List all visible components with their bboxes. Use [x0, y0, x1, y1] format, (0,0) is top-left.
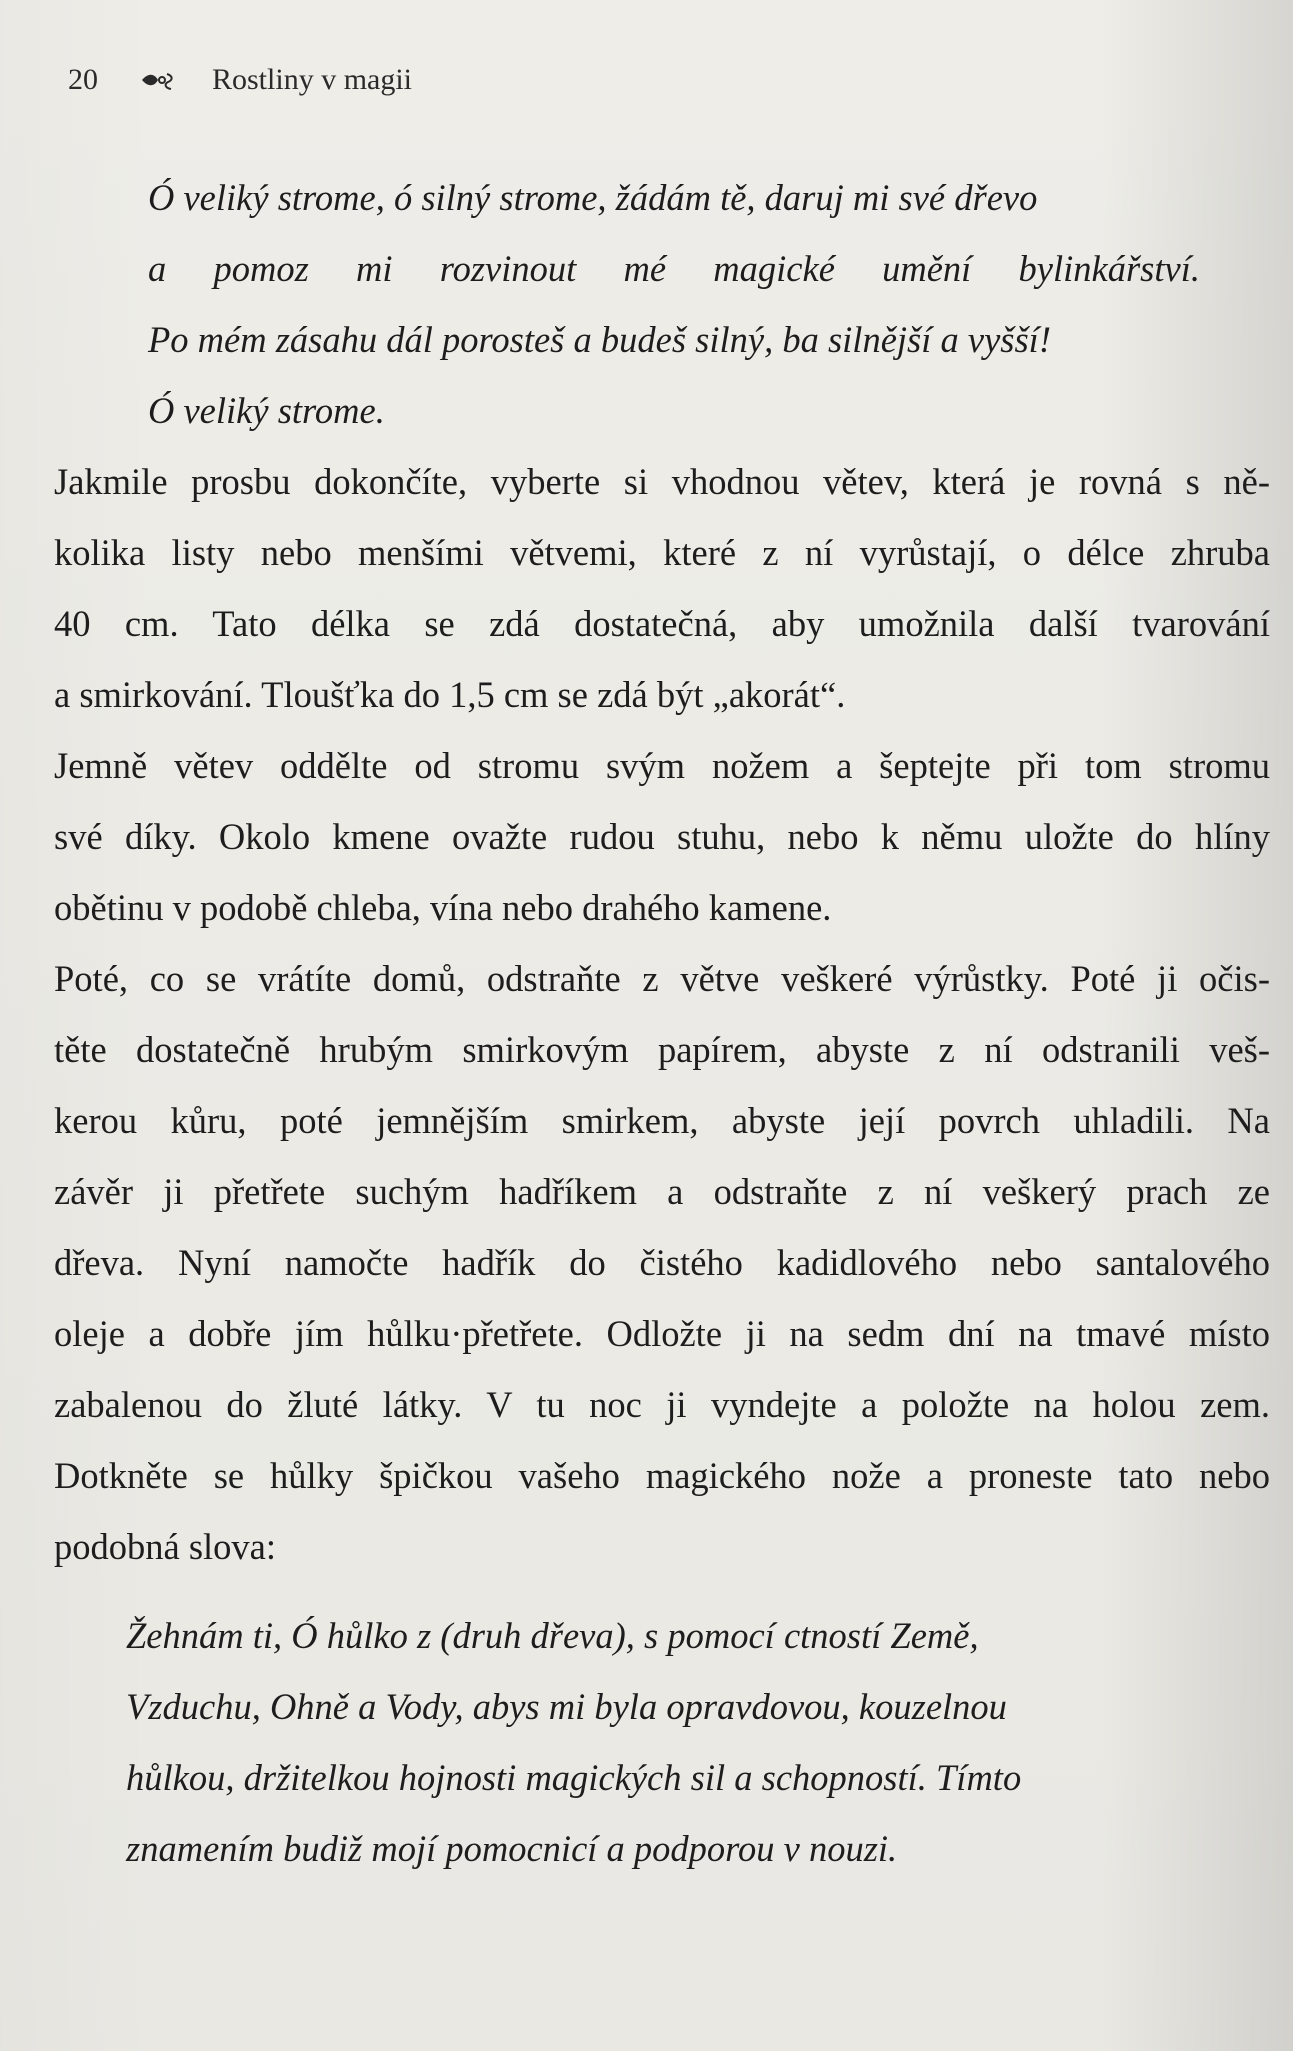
paragraph-line: své díky. Okolo kmene ovažte rudou stuhu, nebo k němu uložte do hlíny [54, 816, 1270, 857]
paragraph-line: 40 cm. Tato délka se zdá dostatečná, aby umožnila další tvarování [54, 603, 1270, 644]
paragraph-line: Jakmile prosbu dokončíte, vyberte si vhodnou větev, která je rovná s ně- [54, 461, 1270, 502]
paragraph [54, 730, 1270, 943]
running-head-title: Rostliny v magii [212, 63, 413, 96]
paragraph-line: zabalenou do žluté látky. V tu noc ji vyndejte a položte na holou zem. [54, 1384, 1270, 1425]
incantation-line: Žehnám ti, Ó hůlko z (druh dřeva), s pomocí ctností Země, [126, 1615, 979, 1656]
paragraph-line: Jemně větev oddělte od stromu svým nožem a šeptejte při tom stromu [54, 745, 1270, 786]
incantation-line: Ó veliký strome. [148, 390, 385, 431]
incantation-line: Vzduchu, Ohně a Vody, abys mi byla opravdovou, kouzelnou [126, 1686, 1007, 1727]
paragraph-line: dřeva. Nyní namočte hadřík do čistého kadidlového nebo santalového [54, 1242, 1270, 1283]
incantation-line: znamením budiž mojí pomocnicí a podporou v nouzi. [126, 1828, 898, 1869]
paragraph-line: Poté, co se vrátíte domů, odstraňte z větve veškeré výrůstky. Poté ji očis- [54, 958, 1270, 999]
running-head [68, 58, 412, 102]
incantation-line: a pomoz mi rozvinout mé magické umění bylinkářství. [148, 248, 1200, 289]
paragraph-line: závěr ji přetřete suchým hadříkem a odstraňte z ní veškerý prach ze [54, 1171, 1270, 1212]
incantation-tree [148, 162, 1274, 446]
page-text [54, 162, 1274, 1884]
page-number: 20 [68, 63, 98, 96]
incantation-line: Ó veliký strome, ó silný strome, žádám tě, daruj mi své dřevo [148, 177, 1038, 218]
incantation-wand [126, 1600, 1246, 1884]
paragraph-line: Dotkněte se hůlky špičkou vašeho magického nože a proneste tato nebo [54, 1455, 1270, 1496]
incantation-line: hůlkou, držitelkou hojnosti magických sil a schopností. Tímto [126, 1757, 1022, 1798]
incantation-line: Po mém zásahu dál porosteš a budeš silný, ba silnější a vyšší! [148, 319, 1051, 360]
leaf-ornament-icon [140, 67, 174, 93]
paragraph [54, 446, 1270, 730]
paragraph-line: těte dostatečně hrubým smirkovým papírem, abyste z ní odstranili veš- [54, 1029, 1270, 1070]
paragraph-line: a smirkování. Tloušťka do 1,5 cm se zdá být „akorát“. [54, 674, 846, 715]
paragraph-line: kerou kůru, poté jemnějším smirkem, abyste její povrch uhladili. Na [54, 1100, 1270, 1141]
paragraph [54, 943, 1270, 1582]
paragraph-line: podobná slova: [54, 1526, 277, 1567]
paragraph-line: kolika listy nebo menšími větvemi, které z ní vyrůstají, o délce zhruba [54, 532, 1270, 573]
paragraph-line: obětinu v podobě chleba, vína nebo drahého kamene. [54, 887, 832, 928]
paragraph-line: oleje a dobře jím hůlku·přetřete. Odložte ji na sedm dní na tmavé místo [54, 1313, 1270, 1354]
